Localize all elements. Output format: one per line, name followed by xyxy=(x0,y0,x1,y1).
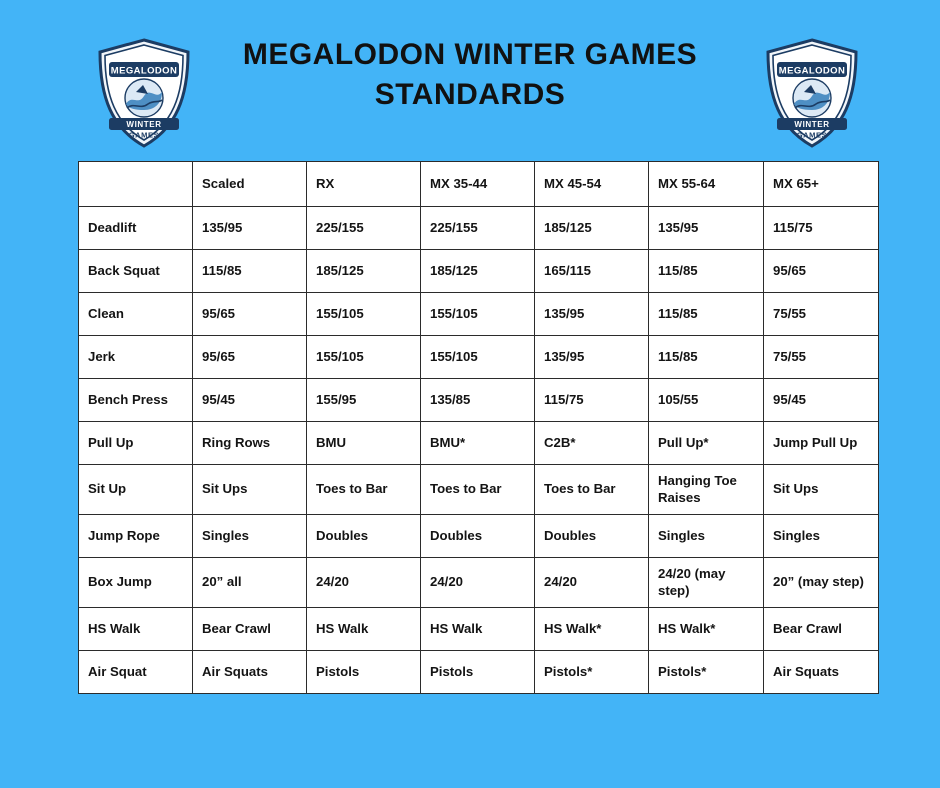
cell-mx-45-54: Doubles xyxy=(535,515,649,558)
table-header-row xyxy=(79,162,879,207)
cell-mx-35-44: 135/85 xyxy=(421,379,535,422)
table-row xyxy=(79,608,879,651)
svg-text:WINTER: WINTER xyxy=(126,120,162,129)
table-row xyxy=(79,293,879,336)
cell-scaled: Bear Crawl xyxy=(193,608,307,651)
cell-rx: Pistols xyxy=(307,651,421,694)
cell-rx: Doubles xyxy=(307,515,421,558)
row-label: Box Jump xyxy=(79,558,193,608)
cell-mx-45-54: Pistols* xyxy=(535,651,649,694)
cell-scaled: 115/85 xyxy=(193,250,307,293)
cell-mx-55-64: 105/55 xyxy=(649,379,764,422)
cell-mx-35-44: Toes to Bar xyxy=(421,465,535,515)
table-row xyxy=(79,651,879,694)
cell-mx-45-54: 115/75 xyxy=(535,379,649,422)
cell-mx-35-44: 155/105 xyxy=(421,293,535,336)
column-header-mx-45-54: MX 45-54 xyxy=(535,162,649,207)
cell-rx: BMU xyxy=(307,422,421,465)
cell-mx-55-64: Pistols* xyxy=(649,651,764,694)
table-row xyxy=(79,558,879,608)
cell-mx-65-plus: 95/65 xyxy=(764,250,879,293)
logo-left xyxy=(96,38,192,148)
row-label: Deadlift xyxy=(79,207,193,250)
cell-mx-35-44: Doubles xyxy=(421,515,535,558)
cell-mx-55-64: 24/20 (may step) xyxy=(649,558,764,608)
cell-mx-35-44: 185/125 xyxy=(421,250,535,293)
cell-mx-35-44: 225/155 xyxy=(421,207,535,250)
cell-mx-55-64: Singles xyxy=(649,515,764,558)
column-header-mx-35-44: MX 35-44 xyxy=(421,162,535,207)
column-header-mx-55-64: MX 55-64 xyxy=(649,162,764,207)
svg-text:WINTER: WINTER xyxy=(794,120,830,129)
cell-scaled: 95/65 xyxy=(193,336,307,379)
cell-mx-65-plus: Jump Pull Up xyxy=(764,422,879,465)
cell-scaled: 20” all xyxy=(193,558,307,608)
cell-scaled: Sit Ups xyxy=(193,465,307,515)
svg-text:GAMES: GAMES xyxy=(796,130,828,140)
cell-mx-45-54: 165/115 xyxy=(535,250,649,293)
cell-rx: 185/125 xyxy=(307,250,421,293)
cell-mx-45-54: 185/125 xyxy=(535,207,649,250)
cell-rx: 24/20 xyxy=(307,558,421,608)
cell-mx-55-64: Pull Up* xyxy=(649,422,764,465)
row-label: Jump Rope xyxy=(79,515,193,558)
cell-mx-45-54: C2B* xyxy=(535,422,649,465)
page-title xyxy=(190,35,750,116)
cell-mx-65-plus: 115/75 xyxy=(764,207,879,250)
cell-scaled: 135/95 xyxy=(193,207,307,250)
cell-mx-35-44: 24/20 xyxy=(421,558,535,608)
row-label: Bench Press xyxy=(79,379,193,422)
cell-mx-65-plus: 95/45 xyxy=(764,379,879,422)
table-row xyxy=(79,422,879,465)
table-row xyxy=(79,336,879,379)
column-header-rx: RX xyxy=(307,162,421,207)
cell-mx-65-plus: Bear Crawl xyxy=(764,608,879,651)
cell-rx: 225/155 xyxy=(307,207,421,250)
cell-mx-55-64: 115/85 xyxy=(649,250,764,293)
document-header xyxy=(0,0,940,150)
row-label: Air Squat xyxy=(79,651,193,694)
cell-mx-55-64: Hanging Toe Raises xyxy=(649,465,764,515)
standards-table xyxy=(78,161,879,694)
row-label: Back Squat xyxy=(79,250,193,293)
svg-text:MEGALODON: MEGALODON xyxy=(778,65,846,77)
table-row xyxy=(79,379,879,422)
cell-scaled: 95/45 xyxy=(193,379,307,422)
svg-text:GAMES: GAMES xyxy=(128,130,160,140)
megalodon-shield-icon xyxy=(764,38,860,148)
cell-rx: 155/105 xyxy=(307,293,421,336)
cell-mx-65-plus: 75/55 xyxy=(764,336,879,379)
cell-scaled: Singles xyxy=(193,515,307,558)
cell-mx-65-plus: Sit Ups xyxy=(764,465,879,515)
svg-text:MEGALODON: MEGALODON xyxy=(110,65,178,77)
table-row xyxy=(79,250,879,293)
row-label: Sit Up xyxy=(79,465,193,515)
cell-mx-55-64: 115/85 xyxy=(649,293,764,336)
cell-mx-45-54: 24/20 xyxy=(535,558,649,608)
cell-rx: Toes to Bar xyxy=(307,465,421,515)
column-header-scaled: Scaled xyxy=(193,162,307,207)
cell-mx-65-plus: Singles xyxy=(764,515,879,558)
row-label: Jerk xyxy=(79,336,193,379)
cell-mx-45-54: Toes to Bar xyxy=(535,465,649,515)
cell-mx-35-44: HS Walk xyxy=(421,608,535,651)
row-label: Clean xyxy=(79,293,193,336)
cell-mx-55-64: 135/95 xyxy=(649,207,764,250)
cell-mx-45-54: HS Walk* xyxy=(535,608,649,651)
cell-scaled: Air Squats xyxy=(193,651,307,694)
cell-mx-35-44: BMU* xyxy=(421,422,535,465)
cell-rx: 155/95 xyxy=(307,379,421,422)
cell-mx-65-plus: 75/55 xyxy=(764,293,879,336)
standards-table-container xyxy=(78,161,878,694)
title-line-2: STANDARDS xyxy=(374,78,566,111)
megalodon-shield-icon xyxy=(96,38,192,148)
table-row xyxy=(79,465,879,515)
cell-mx-35-44: 155/105 xyxy=(421,336,535,379)
cell-mx-55-64: HS Walk* xyxy=(649,608,764,651)
row-label: Pull Up xyxy=(79,422,193,465)
table-row xyxy=(79,515,879,558)
column-header-movement xyxy=(79,162,193,207)
cell-scaled: Ring Rows xyxy=(193,422,307,465)
row-label: HS Walk xyxy=(79,608,193,651)
cell-scaled: 95/65 xyxy=(193,293,307,336)
cell-mx-65-plus: 20” (may step) xyxy=(764,558,879,608)
cell-mx-35-44: Pistols xyxy=(421,651,535,694)
cell-rx: HS Walk xyxy=(307,608,421,651)
logo-right xyxy=(764,38,860,148)
cell-mx-45-54: 135/95 xyxy=(535,293,649,336)
title-line-1: MEGALODON WINTER GAMES xyxy=(242,37,698,71)
cell-mx-45-54: 135/95 xyxy=(535,336,649,379)
cell-mx-65-plus: Air Squats xyxy=(764,651,879,694)
column-header-mx-65-plus: MX 65+ xyxy=(764,162,879,207)
cell-rx: 155/105 xyxy=(307,336,421,379)
cell-mx-55-64: 115/85 xyxy=(649,336,764,379)
table-row xyxy=(79,207,879,250)
